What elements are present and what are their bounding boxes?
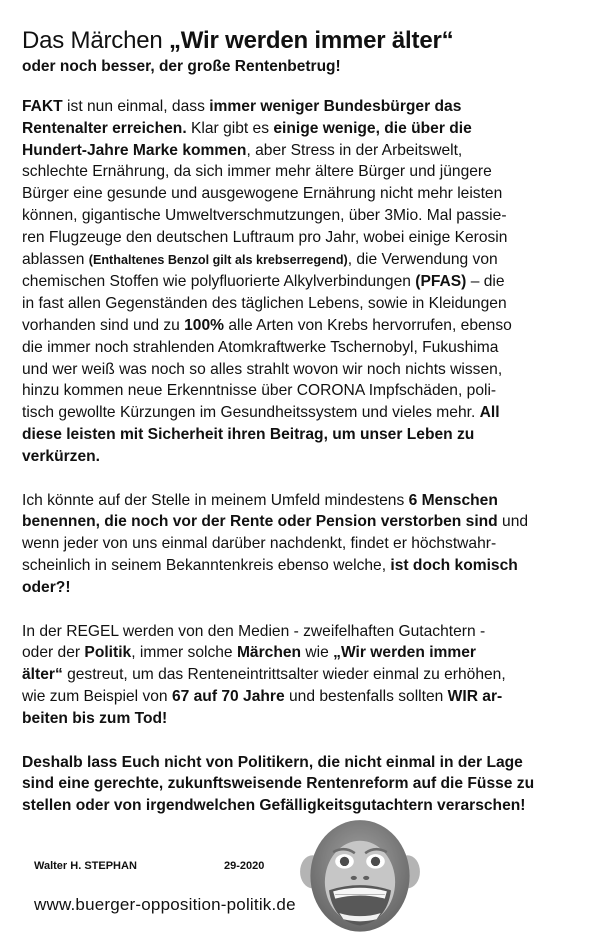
text-run: sind eine gerechte, zukunftsweisende Rentenreform auf die Füsse zu <box>22 775 535 793</box>
text-run: Bürger eine gesunde und ausgewogene Ernährung nicht mehr leisten <box>22 185 503 203</box>
page-title <box>22 26 584 56</box>
text-run: älter“ <box>22 666 63 684</box>
text-run: die immer noch strahlenden Atomkraftwerke Tschernobyl, Fukushima <box>22 338 499 356</box>
text-run: scheinlich in seinem Bekanntenkreis ebenso welche, <box>22 556 391 574</box>
text-line <box>22 205 584 227</box>
text-run: – die <box>466 273 505 291</box>
text-run: Rentenalter erreichen. <box>22 119 187 137</box>
text-run: , immer solche <box>131 644 237 662</box>
text-run: können, gigantische Umweltverschmutzungen, über 3Mio. Mal passie- <box>22 206 507 224</box>
text-line <box>22 664 584 686</box>
text-run: ist nun einmal, dass <box>62 98 210 115</box>
text-line <box>22 490 584 512</box>
chimp-face-icon <box>298 818 422 942</box>
text-run: und <box>497 513 529 531</box>
text-run: einige wenige, die über die <box>273 119 472 137</box>
author-signature: Walter H. STEPHAN <box>34 860 137 872</box>
text-line <box>22 293 584 315</box>
text-run: Politik <box>84 644 132 662</box>
text-run: immer weniger Bundesbürger das <box>209 98 462 115</box>
page-subtitle: oder noch besser, der große Rentenbetrug! <box>22 58 341 75</box>
text-run: hinzu kommen neue Erkenntnisse über CORONA Impfschäden, poli- <box>22 382 497 400</box>
text-line <box>22 315 584 337</box>
text-run: vorhanden sind und zu <box>22 316 185 334</box>
text-run: beiten bis zum Tod! <box>22 709 168 727</box>
text-line <box>22 337 584 359</box>
text-line <box>22 642 584 664</box>
text-line <box>22 686 584 708</box>
text-line <box>22 271 584 293</box>
text-run: WIR ar- <box>447 687 503 705</box>
text-run: „Wir werden immer <box>333 644 476 662</box>
text-run: verkürzen. <box>22 447 101 465</box>
text-line <box>22 621 584 643</box>
text-line <box>22 773 584 795</box>
text-run: chemischen Stoffen wie polyfluorierte Alkylverbindungen <box>22 273 416 291</box>
text-line <box>22 183 584 205</box>
text-run: oder?! <box>22 578 71 596</box>
title-prefix: Das Märchen <box>22 27 169 54</box>
text-run: stellen oder von irgendwelchen Gefälligkeitsgutachtern verarschen! <box>22 797 526 815</box>
text-line <box>22 359 584 381</box>
text-line <box>22 424 584 446</box>
text-run: In der REGEL werden von den Medien - zweifelhaften Gutachtern - <box>22 622 486 640</box>
article <box>22 26 584 817</box>
text-line <box>22 446 584 468</box>
text-run: Deshalb lass Euch nicht von Politikern, die nicht einmal in der Lage <box>22 753 523 771</box>
text-run: All <box>479 404 500 422</box>
text-run: Ich könnte auf der Stelle in meinem Umfeld mindestens <box>22 491 409 509</box>
text-run: ist doch komisch <box>390 556 518 574</box>
text-run: und wer weiß was noch so alles strahlt wovon wir noch nichts wissen, <box>22 360 503 378</box>
text-run: FAKT <box>22 98 63 115</box>
text-run: schlechte Ernährung, da sich immer mehr ältere Bürger und jüngere <box>22 163 492 181</box>
text-run: und bestenfalls sollten <box>284 687 448 705</box>
text-line <box>22 161 584 183</box>
text-line <box>22 402 584 424</box>
text-run: , aber Stress in der Arbeitswelt, <box>246 141 463 159</box>
text-run: 6 Menschen <box>408 491 498 509</box>
text-run: 100% <box>184 316 225 334</box>
text-run: tisch gewollte Kürzungen im Gesundheitssystem und vieles mehr. <box>22 404 480 422</box>
text-line <box>22 249 584 272</box>
website-url: www.buerger-opposition-politik.de <box>34 895 296 914</box>
text-run: ablassen <box>22 250 89 268</box>
text-run: oder der <box>22 644 85 662</box>
text-run: in fast allen Gegenständen des täglichen Lebens, sowie in Kleidungen <box>22 295 507 313</box>
paragraph-umfeld <box>22 490 584 599</box>
text-line <box>22 577 584 599</box>
text-run: (PFAS) <box>415 273 467 291</box>
paragraph-deshalb <box>22 752 584 817</box>
text-line <box>22 380 584 402</box>
text-run: alle Arten von Krebs hervorrufen, ebenso <box>224 316 512 334</box>
text-run: wenn jeder von uns einmal darüber nachdenkt, findet er höchstwahr- <box>22 535 497 553</box>
text-line <box>22 96 584 118</box>
text-run: (Enthaltenes Benzol gilt als krebserregend) <box>88 252 348 267</box>
text-run: wie <box>301 644 334 662</box>
text-line <box>22 140 584 162</box>
text-run: , die Verwendung von <box>347 250 498 268</box>
text-line <box>22 708 584 730</box>
text-run: 67 auf 70 Jahre <box>171 687 285 705</box>
title-emphasis: „Wir werden immer älter“ <box>169 27 454 54</box>
text-run: gestreut, um das Renteneintrittsalter wieder einmal zu erhöhen, <box>62 666 506 684</box>
text-line <box>22 555 584 577</box>
text-run: wie zum Beispiel von <box>22 687 172 705</box>
text-line <box>22 752 584 774</box>
text-line <box>22 227 584 249</box>
text-run: ren Flugzeuge den deutschen Luftraum pro Jahr, wobei einige Kerosin <box>22 228 508 246</box>
text-run: Märchen <box>236 644 302 662</box>
text-line <box>22 118 584 140</box>
text-run: Hundert-Jahre Marke kommen <box>22 141 247 159</box>
text-line <box>22 511 584 533</box>
document-date: 29-2020 <box>224 860 265 872</box>
text-run: Klar gibt es <box>186 119 274 137</box>
paragraph-regel <box>22 621 584 730</box>
paragraph-fakt <box>22 96 584 468</box>
text-line <box>22 795 584 817</box>
text-run: benennen, die noch vor der Rente oder Pension verstorben sind <box>22 513 498 531</box>
text-run: diese leisten mit Sicherheit ihren Beitrag, um unser Leben zu <box>22 425 475 443</box>
text-line <box>22 533 584 555</box>
